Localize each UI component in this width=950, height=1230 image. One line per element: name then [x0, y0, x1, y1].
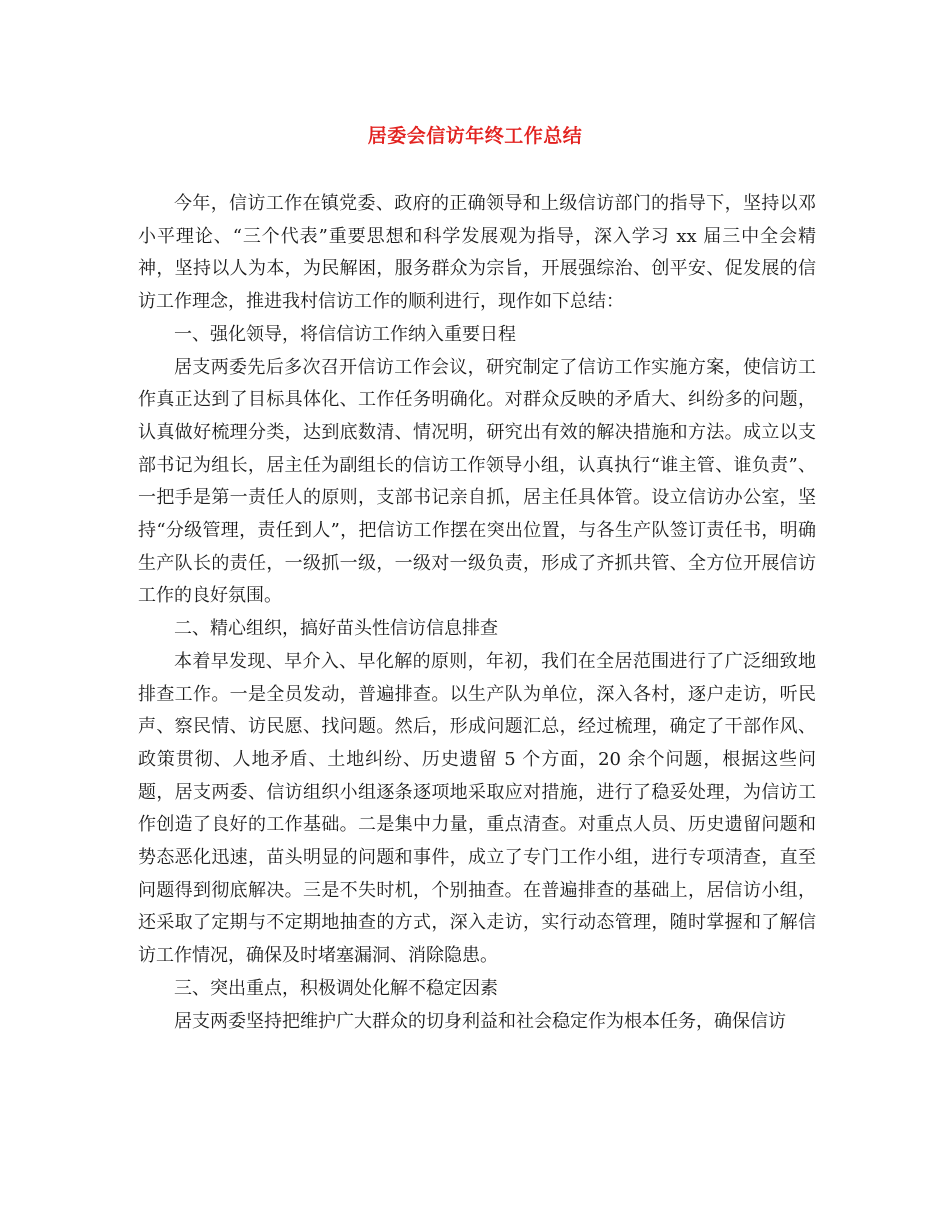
paragraph-section-3: 居支两委坚持把维护广大群众的切身利益和社会稳定作为根本任务，确保信访: [174, 1010, 786, 1032]
document-body: [138, 188, 816, 1038]
paragraph-section-2: 本着早发现、早介入、早化解的原则，年初，我们在全居范围进行了广泛细致地排查工作。一是全员发动，普遍排查。以生产队为单位，深入各村，逐户走访，听民声、察民情、访民愿、找问题。然后，形成问题汇总，经过梳理，确定了干部作风、政策贯彻、人地矛盾、土地纠纷、历史遗留 5 个方面，20 余个问题，根据这些问题，居支两委、信访组织小组逐条逐项地采取应对措施，进行了稳妥处理，为信访工作创造了良好的工作基础。二是集中力量，重点清查。对重点人员、历史遗留问题和势态恶化迅速，苗头明显的问题和事件，成立了专门工作小组，进行专项清查，直至问题得到彻底解决。三是不失时机，个别抽查。在普遍排查的基础上，居信访小组，还采取了定期与不定期地抽查的方式，深入走访，实行动态管理，随时掌握和了解信访工作情况，确保及时堵塞漏洞、消除隐患。: [138, 650, 816, 967]
section-heading-3: 三、突出重点，积极调处化解不稳定因素: [174, 977, 498, 999]
section-heading-1: 一、强化领导，将信信访工作纳入重要日程: [174, 323, 516, 345]
paragraph-section-1: 居支两委先后多次召开信访工作会议，研究制定了信访工作实施方案，使信访工作真正达到了目标具体化、工作任务明确化。对群众反映的矛盾大、纠纷多的问题，认真做好梳理分类，达到底数清、情况明，研究出有效的解决措施和方法。成立以支部书记为组长，居主任为副组长的信访工作领导小组，认真执行“谁主管、谁负责”、一把手是第一责任人的原则，支部书记亲自抓，居主任具体管。设立信访办公室，坚持“分级管理，责任到人”，把信访工作摆在突出位置，与各生产队签订责任书，明确生产队长的责任，一级抓一级，一级对一级负责，形成了齐抓共管、全方位开展信访工作的良好氛围。: [138, 356, 816, 607]
document-title: 居委会信访年终工作总结: [367, 125, 583, 147]
paragraph-intro: 今年，信访工作在镇党委、政府的正确领导和上级信访部门的指导下，坚持以邓小平理论、“三个代表”重要思想和科学发展观为指导，深入学习 xx 届三中全会精神，坚持以人为本，为民解困，服务群众为宗旨，开展强综治、创平安、促发展的信访工作理念，推进我村信访工作的顺利进行，现作如下总结：: [138, 193, 816, 313]
section-heading-2: 二、精心组织，搞好苗头性信访信息排查: [174, 618, 498, 640]
